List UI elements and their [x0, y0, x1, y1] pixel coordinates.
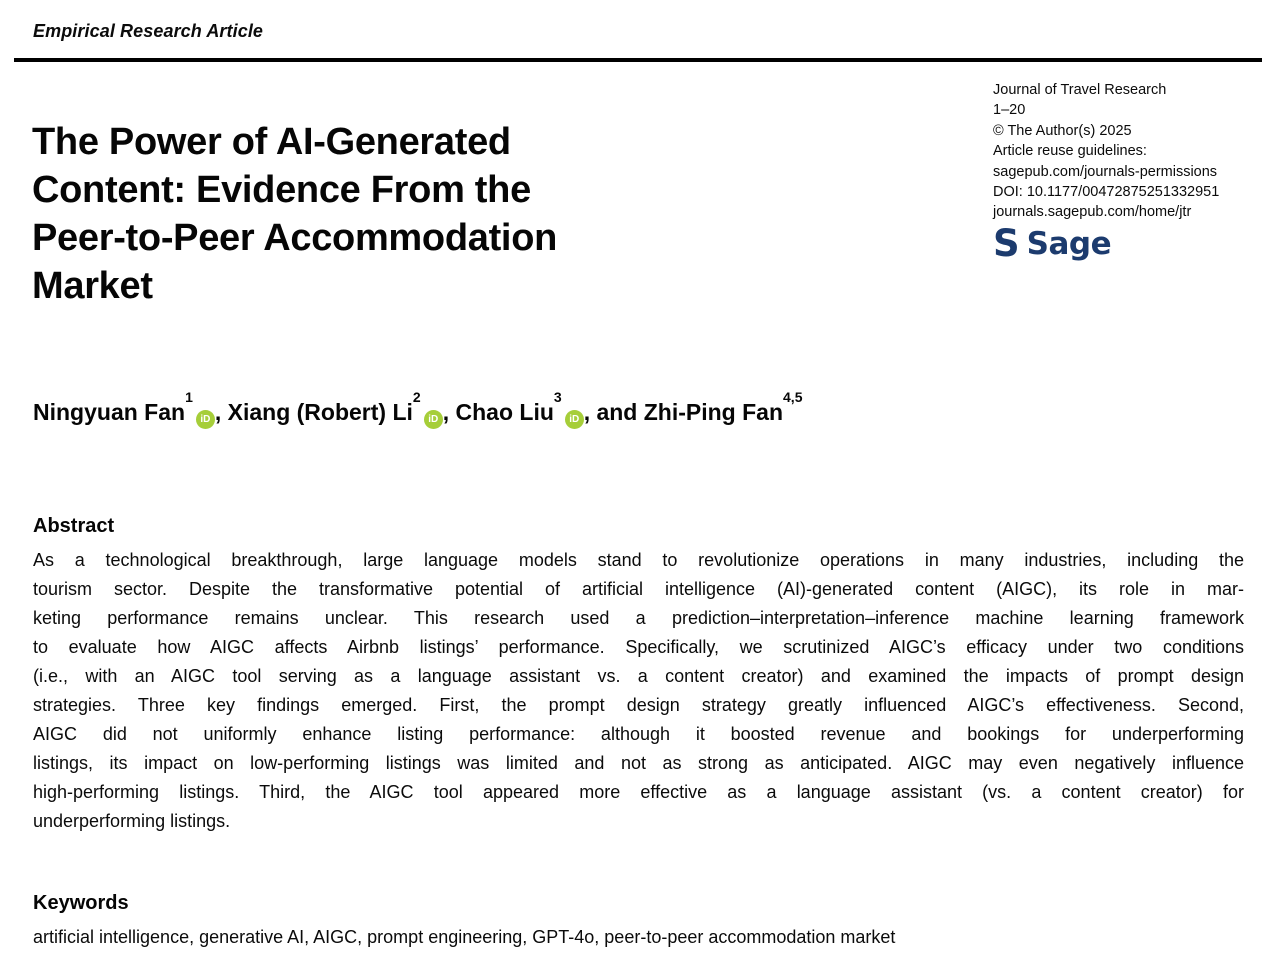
keywords-text: artificial intelligence, generative AI, AIGC, prompt engineering, GPT-4o, peer-to-peer accommodation market — [33, 927, 896, 947]
author-name: Ningyuan Fan — [33, 399, 186, 425]
author-superscript: 2 — [412, 389, 421, 406]
abstract-line: underperforming listings. — [33, 811, 231, 831]
header-rule — [14, 58, 1262, 62]
journal-home-link[interactable]: journals.sagepub.com/home/jtr — [993, 204, 1192, 221]
paper-title — [32, 118, 557, 310]
author-name: Chao Liu — [455, 399, 554, 425]
author — [33, 389, 228, 425]
abstract-line: (i.e., with an AIGC tool serving as a language assistant vs. a content creator) and examined the impacts of prompt design — [33, 666, 1244, 686]
journal-info-block — [993, 80, 1263, 266]
abstract-line: listings, its impact on low-performing listings was limited and not as strong as anticipated. AIGC may even negatively influence — [33, 753, 1244, 773]
author-name: and Zhi-Ping Fan — [596, 399, 784, 425]
author-separator: , — [583, 399, 597, 425]
reuse-guidelines-label: Article reuse guidelines: — [993, 143, 1147, 160]
abstract-line: AIGC did not uniformly enhance listing performance: although it boosted revenue and bookings for underperforming — [33, 724, 1244, 744]
title-line: Content: Evidence From the — [32, 169, 531, 211]
orcid-icon[interactable]: iD — [196, 410, 215, 429]
author-name: Xiang (Robert) Li — [227, 399, 413, 425]
abstract-text — [33, 546, 1244, 836]
author-superscript: 4,5 — [783, 389, 803, 406]
journal-name: Journal of Travel Research — [993, 82, 1167, 98]
author-list — [33, 389, 803, 429]
keywords-heading: Keywords — [33, 892, 129, 914]
sage-logo — [993, 221, 1263, 266]
doi-text: DOI: 10.1177/00472875251332951 — [993, 184, 1220, 201]
orcid-icon[interactable]: iD — [565, 410, 584, 429]
title-line: Peer-to-Peer Accommodation — [32, 217, 558, 259]
copyright-notice: © The Author(s) 2025 — [993, 122, 1132, 139]
author — [227, 389, 456, 425]
author-superscript: 1 — [185, 389, 193, 406]
author — [596, 389, 803, 425]
author-separator: , — [214, 399, 228, 425]
title-line: The Power of AI-Generated — [32, 121, 511, 163]
sage-s-icon: S — [993, 221, 1020, 266]
abstract-line: to evaluate how AIGC affects Airbnb listings’ performance. Specifically, we scrutinized AIGC’s efficacy under two conditions — [33, 637, 1244, 657]
abstract-line: As a technological breakthrough, large language models stand to revolutionize operations in many industries, including the — [33, 550, 1244, 570]
abstract-heading: Abstract — [33, 515, 115, 537]
abstract-line: tourism sector. Despite the transformative potential of artificial intelligence (AI)-generated content (AIGC), its role in mar- — [33, 579, 1244, 599]
author-superscript: 3 — [553, 389, 562, 406]
author-separator: , — [442, 399, 456, 425]
sage-logo-text: Sage — [1026, 225, 1112, 262]
orcid-icon[interactable]: iD — [424, 410, 443, 429]
abstract-line: high-performing listings. Third, the AIGC tool appeared more effective as a language assistant (vs. a content creator) for — [33, 782, 1244, 802]
permissions-link[interactable]: sagepub.com/journals-permissions — [993, 163, 1218, 180]
abstract-line: keting performance remains unclear. This research used a prediction–interpretation–inference machine learning framework — [33, 608, 1244, 628]
page-range: 1–20 — [993, 102, 1026, 119]
title-line: Market — [32, 265, 153, 307]
author — [455, 389, 597, 425]
abstract-line: strategies. Three key findings emerged. First, the prompt design strategy greatly influenced AIGC’s effectiveness. Second, — [33, 695, 1244, 715]
article-type-label: Empirical Research Article — [33, 21, 264, 41]
